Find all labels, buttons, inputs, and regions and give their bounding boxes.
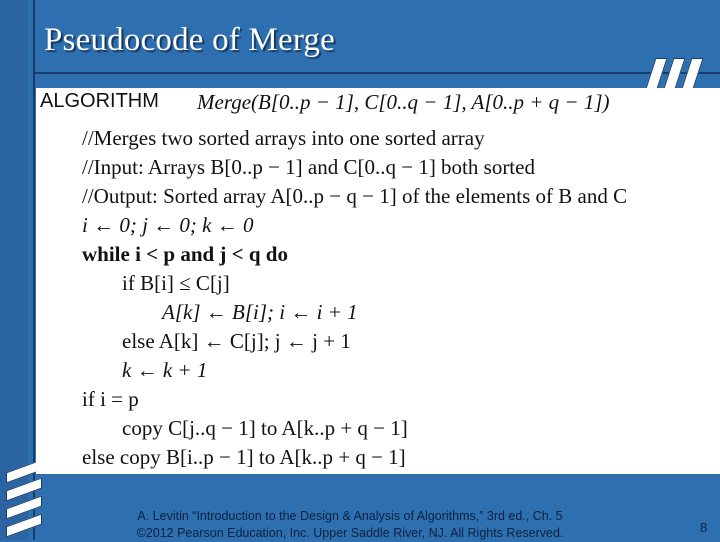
code-line-if-compare: if B[i] ≤ C[j]	[122, 271, 230, 295]
frame-horizontal-line	[33, 72, 720, 74]
code-line-else-assign-c: else A[k] ← C[j]; j ← j + 1	[122, 329, 351, 353]
code-line-init: i ← 0; j ← 0; k ← 0	[82, 213, 254, 237]
code-line-while: while i < p and j < q do	[82, 242, 288, 266]
pseudocode-panel	[36, 88, 720, 474]
footer-line-1: A. Levitin “Introduction to the Design & Analysis of Algorithms,” 3rd ed., Ch. 5	[137, 509, 563, 523]
algorithm-signature: Merge(B[0..p − 1], C[0..q − 1], A[0..p + q − 1])	[197, 90, 610, 114]
footer-line-2: ©2012 Pearson Education, Inc. Upper Saddle River, NJ. All Rights Reserved.	[136, 526, 564, 540]
slide-title: Pseudocode of Merge	[44, 22, 335, 58]
frame-vertical-line	[33, 0, 35, 540]
left-band	[0, 0, 28, 540]
code-line-increment-k: k ← k + 1	[122, 358, 208, 382]
algorithm-keyword: ALGORITHM	[40, 90, 159, 112]
page-number: 8	[700, 520, 708, 535]
code-line-comment-3: //Output: Sorted array A[0..p − q − 1] of the elements of B and C	[82, 184, 628, 208]
code-line-assign-b: A[k] ← B[i]; i ← i + 1	[162, 300, 358, 324]
algorithm-header	[40, 90, 159, 113]
code-line-if-i-equals-p: if i = p	[82, 387, 139, 411]
code-line-copy-c: copy C[j..q − 1] to A[k..p + q − 1]	[122, 416, 408, 440]
footer-citation	[100, 508, 600, 542]
code-line-comment-1: //Merges two sorted arrays into one sorted array	[82, 126, 485, 150]
code-line-else-copy-b: else copy B[i..p − 1] to A[k..p + q − 1]	[82, 445, 406, 469]
code-line-comment-2: //Input: Arrays B[0..p − 1] and C[0..q − 1] both sorted	[82, 155, 535, 179]
